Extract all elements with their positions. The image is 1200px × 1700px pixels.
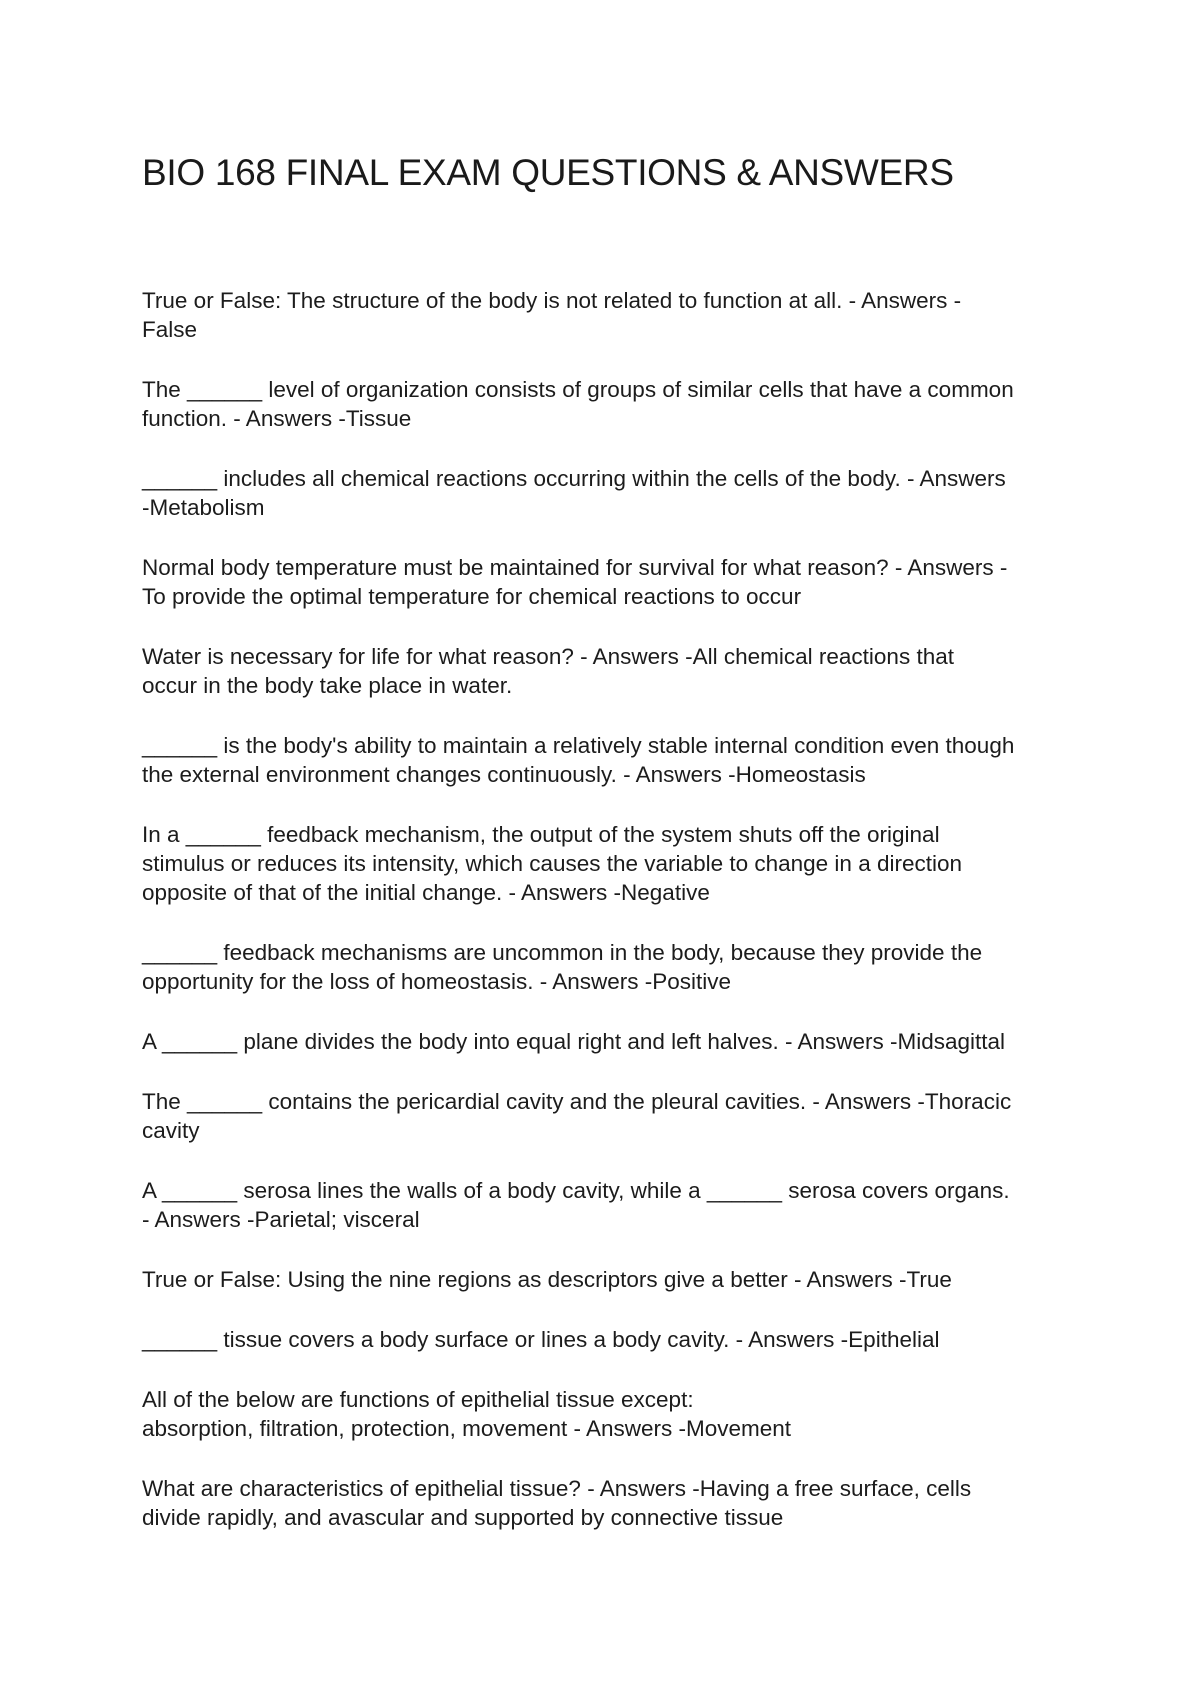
qa-line: Normal body temperature must be maintained for survival for what reason? - Answers - [142,555,1008,580]
qa-line: stimulus or reduces its intensity, which causes the variable to change in a direction [142,851,962,876]
qa-line: divide rapidly, and avascular and supported by connective tissue [142,1505,784,1530]
qa-line: - Answers -Parietal; visceral [142,1207,420,1232]
qa-item [142,553,1072,611]
qa-item [142,464,1072,522]
qa-item [142,938,1072,996]
qa-line: In a ______ feedback mechanism, the output of the system shuts off the original [142,822,940,847]
question-answer-list [142,286,1072,1563]
qa-item [142,1385,1072,1443]
qa-item [142,1087,1072,1145]
qa-line: cavity [142,1118,200,1143]
qa-line: To provide the optimal temperature for chemical reactions to occur [142,584,802,609]
qa-item [142,1027,1072,1056]
qa-line: Water is necessary for life for what reason? - Answers -All chemical reactions that [142,644,954,669]
qa-line: True or False: The structure of the body is not related to function at all. - Answers - [142,288,962,313]
qa-item [142,642,1072,700]
qa-line: opposite of that of the initial change. - Answers -Negative [142,880,710,905]
qa-line: The ______ contains the pericardial cavity and the pleural cavities. - Answers -Thoracic [142,1089,1012,1114]
qa-line: the external environment changes continuously. - Answers -Homeostasis [142,762,866,787]
qa-line: ______ includes all chemical reactions occurring within the cells of the body. - Answers [142,466,1006,491]
qa-line: absorption, filtration, protection, movement - Answers -Movement [142,1416,792,1441]
qa-line: All of the below are functions of epithelial tissue except: [142,1387,694,1412]
qa-line: True or False: Using the nine regions as descriptors give a better - Answers -True [142,1267,952,1292]
qa-line: function. - Answers -Tissue [142,406,412,431]
qa-item [142,1474,1072,1532]
qa-item [142,1325,1072,1354]
qa-line: A ______ serosa lines the walls of a body cavity, while a ______ serosa covers organs. [142,1178,1010,1203]
qa-item [142,286,1072,344]
qa-line: The ______ level of organization consists of groups of similar cells that have a common [142,377,1014,402]
qa-item [142,375,1072,433]
qa-line: False [142,317,198,342]
qa-line: -Metabolism [142,495,265,520]
page-title: BIO 168 FINAL EXAM QUESTIONS & ANSWERS [142,152,954,193]
qa-line: ______ is the body's ability to maintain a relatively stable internal condition even though [142,733,1015,758]
qa-line: What are characteristics of epithelial tissue? - Answers -Having a free surface, cells [142,1476,972,1501]
qa-item [142,820,1072,907]
qa-line: opportunity for the loss of homeostasis. - Answers -Positive [142,969,732,994]
qa-line: ______ feedback mechanisms are uncommon in the body, because they provide the [142,940,983,965]
qa-line: A ______ plane divides the body into equal right and left halves. - Answers -Midsagittal [142,1029,1006,1054]
qa-item [142,1265,1072,1294]
qa-item [142,1176,1072,1234]
qa-line: occur in the body take place in water. [142,673,513,698]
qa-line: ______ tissue covers a body surface or lines a body cavity. - Answers -Epithelial [142,1327,940,1352]
qa-item [142,731,1072,789]
